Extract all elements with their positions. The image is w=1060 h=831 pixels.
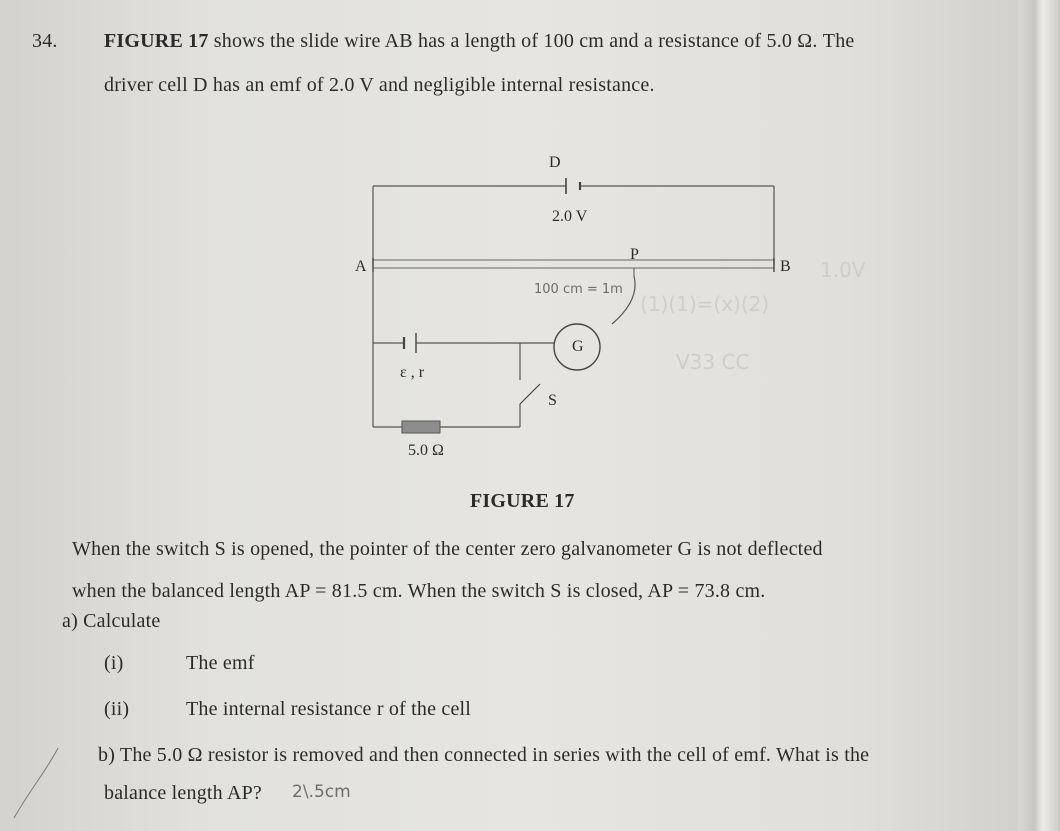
label-A: A xyxy=(355,258,367,275)
figure-reference: FIGURE 17 xyxy=(104,30,209,52)
figure-caption: FIGURE 17 xyxy=(470,490,575,512)
part-b-line1: b) The 5.0 Ω resistor is removed and then connected in series with the cell of emf. What is the xyxy=(98,744,870,766)
paragraph-switch-open: When the switch S is opened, the pointer of the center zero galvanometer G is not deflected xyxy=(72,538,823,560)
part-a-i-text: The emf xyxy=(186,652,255,674)
show-through-mark: (1)(1)=(x)(2) xyxy=(640,292,770,316)
label-driver-voltage: 2.0 V xyxy=(552,208,588,225)
question-intro-line2: driver cell D has an emf of 2.0 V and negligible internal resistance. xyxy=(104,74,655,96)
label-D: D xyxy=(549,154,561,171)
part-a-heading: a) Calculate xyxy=(62,610,161,632)
label-G: G xyxy=(572,338,584,355)
resistor-5ohm xyxy=(402,421,440,433)
part-a-i-number: (i) xyxy=(104,652,124,674)
show-through-mark: V33 CC xyxy=(676,350,750,374)
part-a-ii-number: (ii) xyxy=(104,698,130,720)
label-switch-S: S xyxy=(548,392,557,409)
part-a-ii-text: The internal resistance r of the cell xyxy=(186,698,472,720)
handwritten-length-note: 100 cm = 1m xyxy=(534,282,623,297)
slide-wire-AB xyxy=(373,260,774,268)
question-intro-text: shows the slide wire AB has a length of 100 cm and a resistance of 5.0 Ω. The xyxy=(208,30,855,52)
paragraph-switch-closed: when the balanced length AP = 81.5 cm. When the switch S is closed, AP = 73.8 cm. xyxy=(72,580,766,602)
switch-S xyxy=(520,384,540,404)
part-b-line2: balance length AP? xyxy=(104,782,262,804)
label-resistor: 5.0 Ω xyxy=(408,442,444,459)
label-cell-emf: ε , r xyxy=(400,364,425,381)
label-B: B xyxy=(780,258,791,275)
show-through-mark: 1.0V xyxy=(820,258,866,282)
handwritten-answer: 2\.5cm xyxy=(292,782,351,802)
question-number: 34. xyxy=(32,30,58,52)
label-P: P xyxy=(630,246,639,263)
pen-stroke-mark xyxy=(14,748,58,818)
